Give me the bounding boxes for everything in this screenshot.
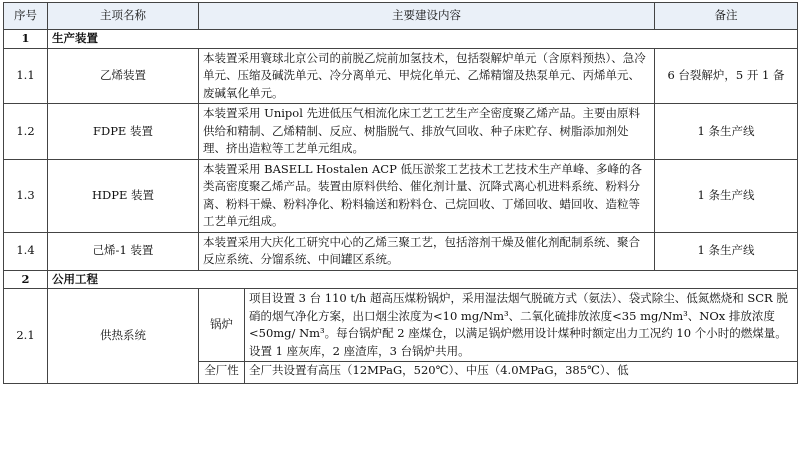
row-note: 6 台裂解炉，5 开 1 备 [655,48,798,104]
header-note: 备注 [655,3,798,30]
section-title: 公用工程 [48,270,798,289]
table-row [4,232,798,270]
sub-item-content: 全厂共设置有高压（12MPaG，520℃）、中压（4.0MPaG，385℃）、低 [249,363,629,377]
section-title: 生产装置 [48,30,798,49]
row-name: 乙烯装置 [48,48,199,104]
row-no: 1.4 [4,232,48,270]
header-name: 主项名称 [48,3,199,30]
section-row [4,270,798,289]
table-row [4,159,798,232]
construction-content-table [3,2,798,384]
row-content: 本装置采用寰球北京公司的前脱乙烷前加氢技术，包括裂解炉单元（含原料预热）、急冷单元、压缩及碱洗单元、冷分离单元、甲烷化单元、乙烯精馏及热泵单元、丙烯单元、废碱氧化单元。 [199,48,655,104]
row-no: 2.1 [4,289,48,384]
sub-item-name: 锅炉 [199,289,245,362]
table-header-row [4,3,798,30]
row-content: 本装置采用大庆化工研究中心的乙烯三聚工艺，包括溶剂干燥及催化剂配制系统、聚合反应系统、分馏系统、中间罐区系统。 [199,232,655,270]
row-note: 1 条生产线 [655,159,798,232]
table-row [4,104,798,160]
row-name: HDPE 装置 [48,159,199,232]
header-content: 主要建设内容 [199,3,655,30]
row-no: 1.2 [4,104,48,160]
section-row [4,30,798,49]
table-row [4,289,798,362]
section-no: 1 [4,30,48,49]
sub-item-content: 项目设置 3 台 110 t/h 超高压煤粉锅炉，采用湿法烟气脱硫方式（氨法）、袋式除尘、低氮燃烧和 SCR 脱硝的烟气净化方案，出口烟尘浓度为<10 mg/Nm³、二氧化硫排放浓度<35 mg/Nm³、NOx 排放浓度<50mg/ Nm³。每台锅炉配 2 座煤仓，以满足锅炉燃用设计煤种时额定出力工况约 10 个小时的燃煤量。设置 1 座灰库，2 座渣库，3 台锅炉共用。 [245,289,798,362]
row-name: FDPE 装置 [48,104,199,160]
row-content: 本装置采用 BASELL Hostalen ACP 低压淤浆工艺技术工艺技术生产单峰、多峰的各类高密度聚乙烯产品。装置由原料供给、催化剂计量、沉降式离心机进料系统、粉料分离、粉料干燥、粉料净化、粉料输送和粉料仓、己烷回收、丁烯回收、蜡回收、造粒等工艺单元组成。 [199,159,655,232]
row-name: 己烯-1 装置 [48,232,199,270]
row-name: 供热系统 [48,289,199,384]
row-content: 本装置采用 Unipol 先进低压气相流化床工艺工艺生产全密度聚乙烯产品。主要由原料供给和精制、乙烯精制、反应、树脂脱气、排放气回收、种子床贮存、树脂添加剂处理、挤出造粒等工艺单元组成。 [199,104,655,160]
section-no: 2 [4,270,48,289]
table-row [4,48,798,104]
sub-item-name: 全厂性 [199,362,245,384]
row-no: 1.3 [4,159,48,232]
row-no: 1.1 [4,48,48,104]
row-note: 1 条生产线 [655,104,798,160]
header-seq: 序号 [4,3,48,30]
row-note: 1 条生产线 [655,232,798,270]
